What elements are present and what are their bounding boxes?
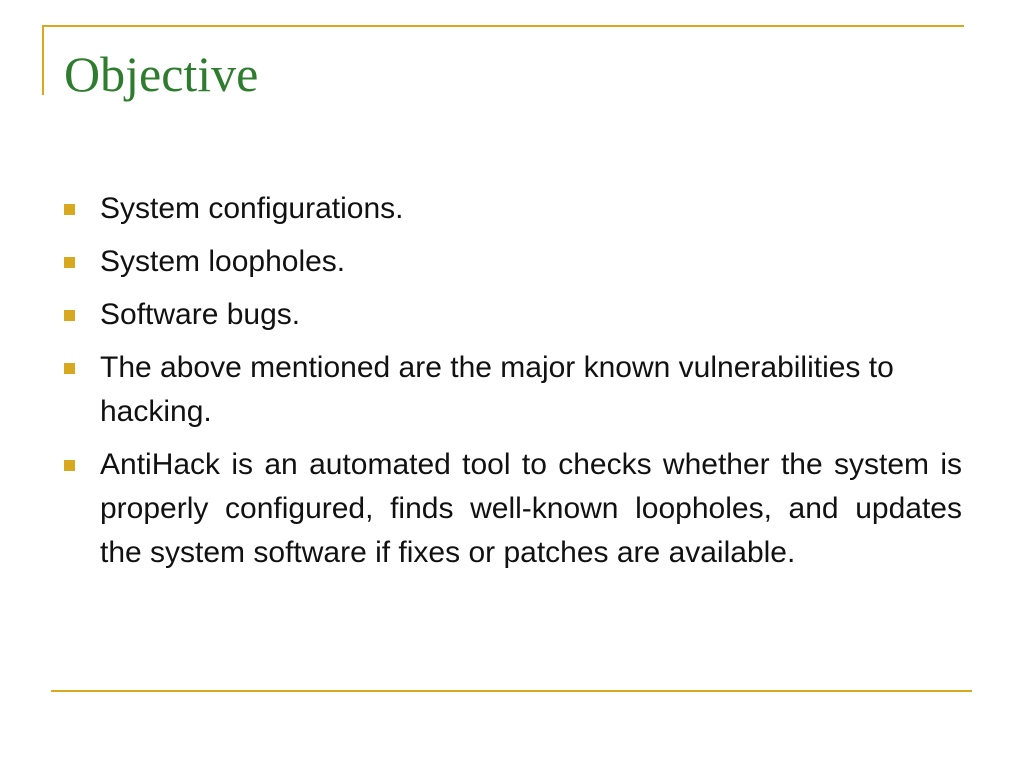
bullet-list: [62, 187, 962, 584]
bullet-item: [62, 187, 962, 231]
bullet-text: System loopholes.: [100, 245, 346, 278]
bullet-item: [62, 293, 962, 337]
bullet-item: [62, 240, 962, 284]
square-bullet-icon: [64, 257, 75, 268]
square-bullet-icon: [64, 310, 75, 321]
bullet-text: Software bugs.: [100, 298, 301, 331]
bullet-item: [62, 443, 962, 575]
top-frame-line: [42, 25, 964, 27]
slide-title: Objective: [64, 46, 259, 102]
square-bullet-icon: [64, 460, 75, 471]
square-bullet-icon: [64, 363, 75, 374]
bullet-text: The above mentioned are the major known vulnerabilities to hacking.: [100, 351, 894, 428]
left-frame-line: [42, 25, 44, 95]
square-bullet-icon: [64, 204, 75, 215]
bullet-text: AntiHack is an automated tool to checks whether the system is properly configured, finds well-known loopholes, and updates the system software if fixes or patches are available.: [100, 448, 962, 569]
bullet-item: [62, 346, 962, 434]
bottom-rule-line: [51, 690, 972, 692]
bullet-text: System configurations.: [100, 192, 404, 225]
